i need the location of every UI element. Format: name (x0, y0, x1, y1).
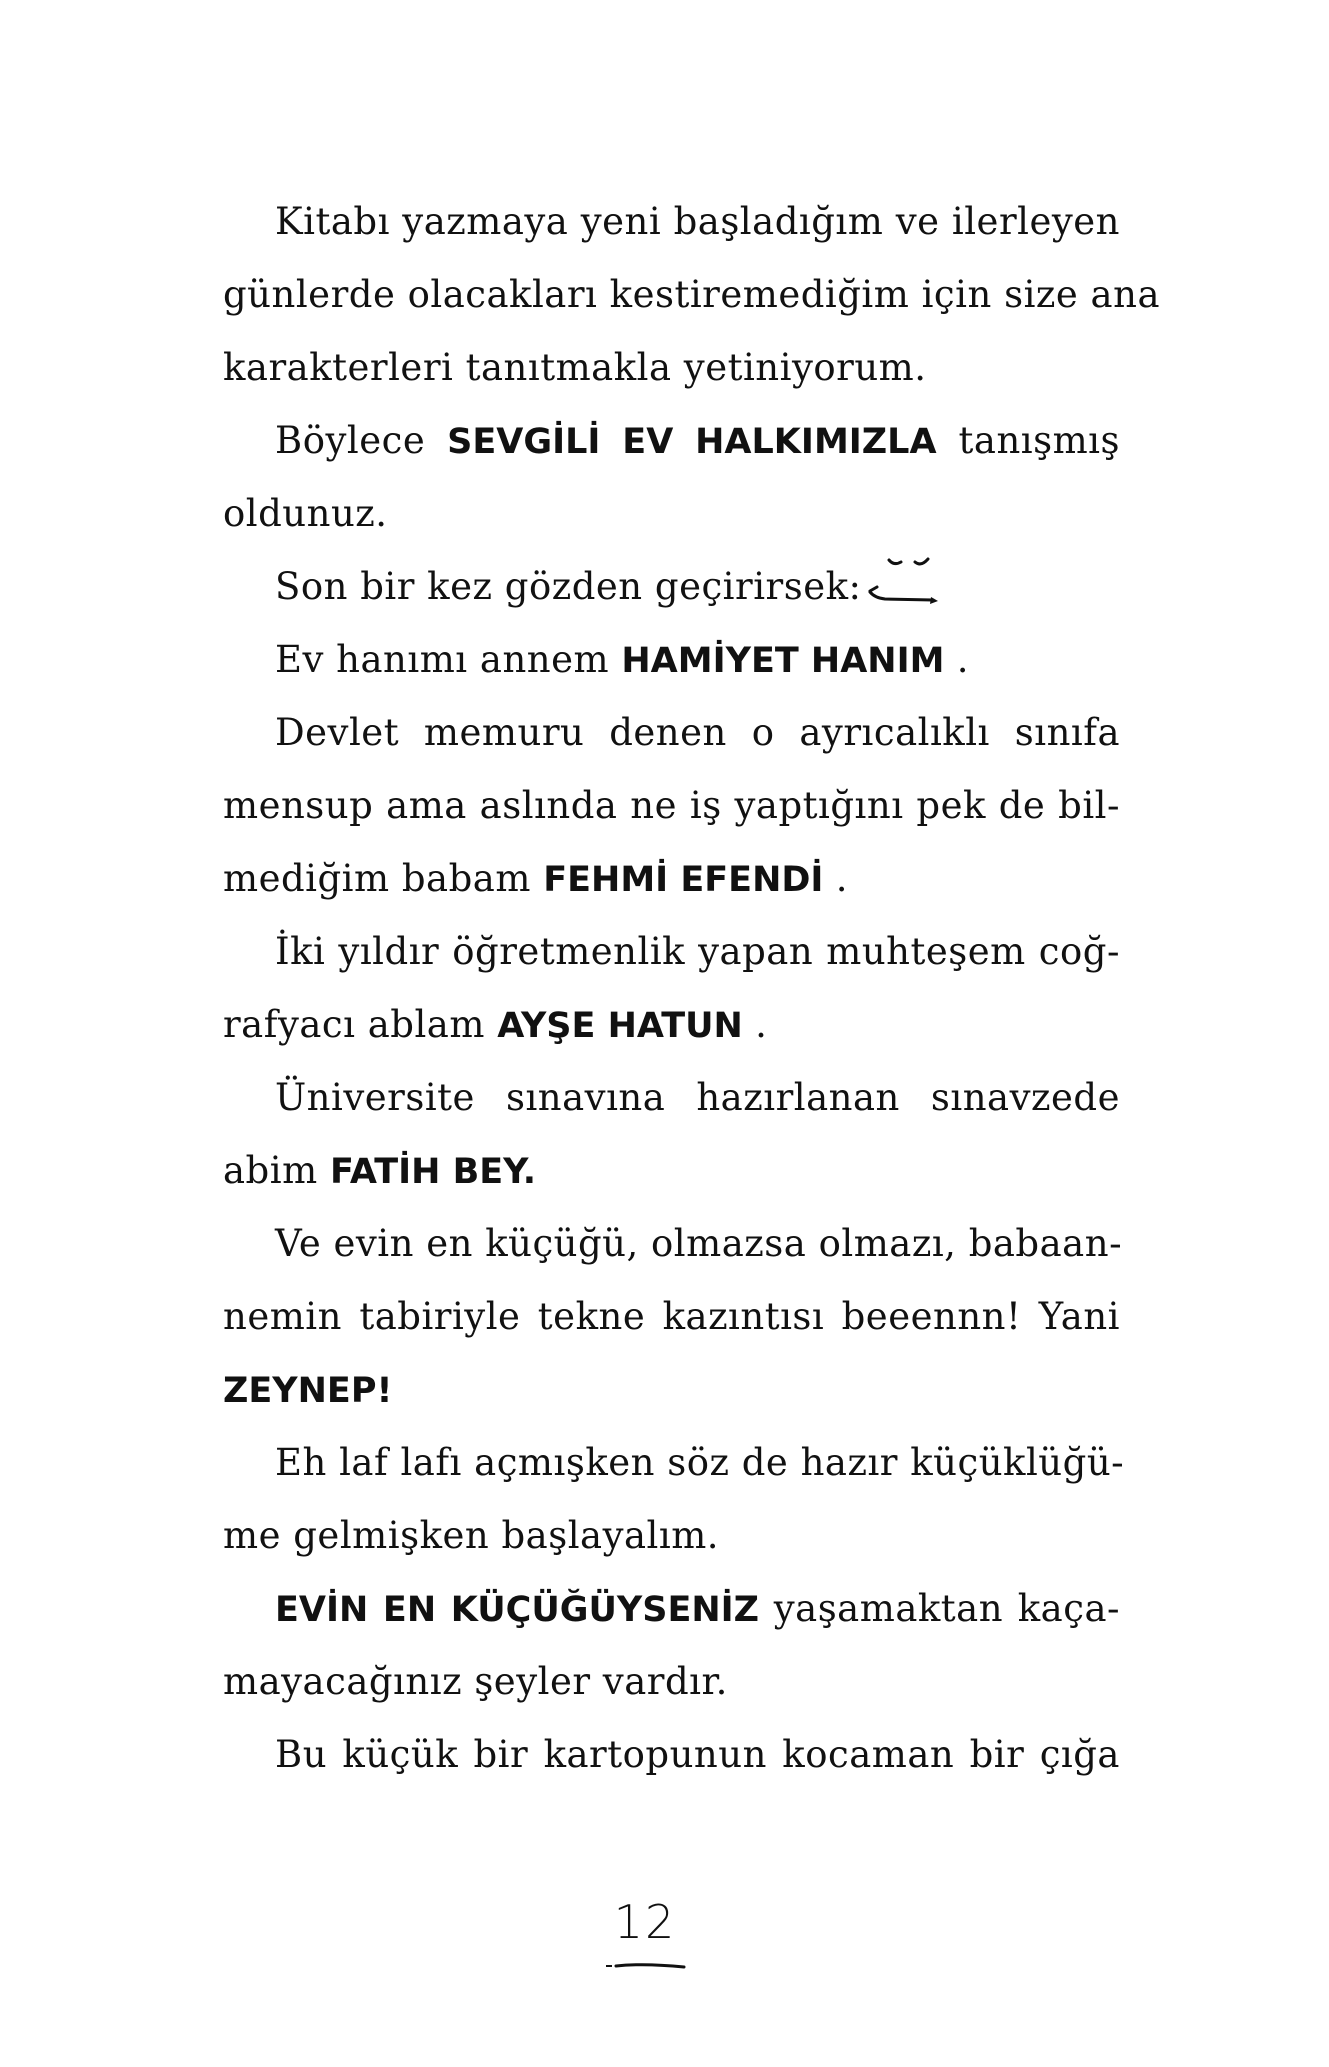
text-run: tanışmış (958, 419, 1121, 462)
text-run: nemin tabiriyle tekne kazıntısı beeennn! Yani (223, 1295, 1120, 1338)
text-line (223, 1499, 1120, 1572)
text-run: mediğim babam (223, 857, 544, 900)
text-line (223, 1572, 1120, 1645)
text-line (223, 258, 1161, 331)
text-run: Kitabı yazmaya yeni başladığım ve ilerleyen (275, 200, 1120, 243)
highlight-name: FATİH BEY. (329, 1152, 537, 1192)
text-line (223, 1207, 1123, 1280)
text-line (223, 1280, 1120, 1353)
text-line (223, 1134, 1120, 1207)
text-line (223, 550, 1120, 623)
text-run: . (755, 1003, 768, 1046)
text-run: mayacağınız şeyler vardır. (223, 1660, 728, 1703)
text-line (223, 988, 1120, 1061)
text-run: Bu küçük bir kartopunun kocaman bir çığa (275, 1733, 1120, 1776)
text-line (223, 915, 1120, 988)
text-run: Eh laf lafı açmışken söz de hazır küçüklüğü- (275, 1441, 1125, 1484)
text-line (223, 185, 1120, 258)
text-run: . (835, 857, 848, 900)
text-run: Ve evin en küçüğü, olmazsa olmazı, babaan- (275, 1222, 1123, 1265)
text-run: rafyacı ablam (223, 1003, 498, 1046)
text-line (223, 404, 1120, 477)
text-run: Devlet memuru denen o ayrıcalıklı sınıfa (275, 711, 1120, 754)
highlight-name: ZEYNEP! (223, 1371, 393, 1411)
text-run: Ev hanımı annem (275, 638, 622, 681)
text-line (223, 331, 1120, 404)
page-number: 12 (613, 1895, 677, 1949)
text-run: oldunuz. (223, 492, 388, 535)
text-run: karakterleri tanıtmakla yetiniyorum. (223, 346, 927, 389)
text-line (223, 1061, 1120, 1134)
highlight-name: SEVGİLİ EV HALKIMIZLA (447, 422, 937, 462)
text-run: mensup ama aslında ne iş yaptığını pek de bil- (223, 784, 1120, 827)
text-run: Üniversite sınavına hazırlanan sınavzede (275, 1076, 1120, 1119)
text-line (223, 1353, 1120, 1426)
text-run: İki yıldır öğretmenlik yapan muhteşem coğ- (275, 930, 1120, 973)
highlight-name: FEHMİ EFENDİ (543, 860, 824, 900)
text-run: Böylece (275, 419, 448, 462)
text-run: günlerde olacakları kestiremediğim için size ana (223, 273, 1161, 316)
body-text (223, 185, 1161, 1791)
text-line (223, 1645, 1120, 1718)
smiling-face-doodle-icon (855, 554, 945, 620)
text-line (223, 623, 1120, 696)
text-run: me gelmişken başlayalım. (223, 1514, 720, 1557)
page-number-underline-icon (604, 1960, 688, 1972)
text-line (223, 696, 1120, 769)
text-line (223, 477, 1120, 550)
text-run: yaşamaktan kaça- (773, 1587, 1121, 1630)
text-run: . (956, 638, 969, 681)
highlight-name: EVİN EN KÜÇÜĞÜYSENİZ (275, 1590, 760, 1630)
text-run: Son bir kez gözden geçirirsek: (275, 565, 862, 608)
text-run: abim (223, 1149, 330, 1192)
highlight-name: HAMİYET HANIM (621, 641, 945, 681)
highlight-name: AYŞE HATUN (497, 1006, 743, 1046)
text-line (223, 769, 1120, 842)
text-line (223, 1718, 1120, 1791)
text-line (223, 1426, 1125, 1499)
text-line (223, 842, 1120, 915)
